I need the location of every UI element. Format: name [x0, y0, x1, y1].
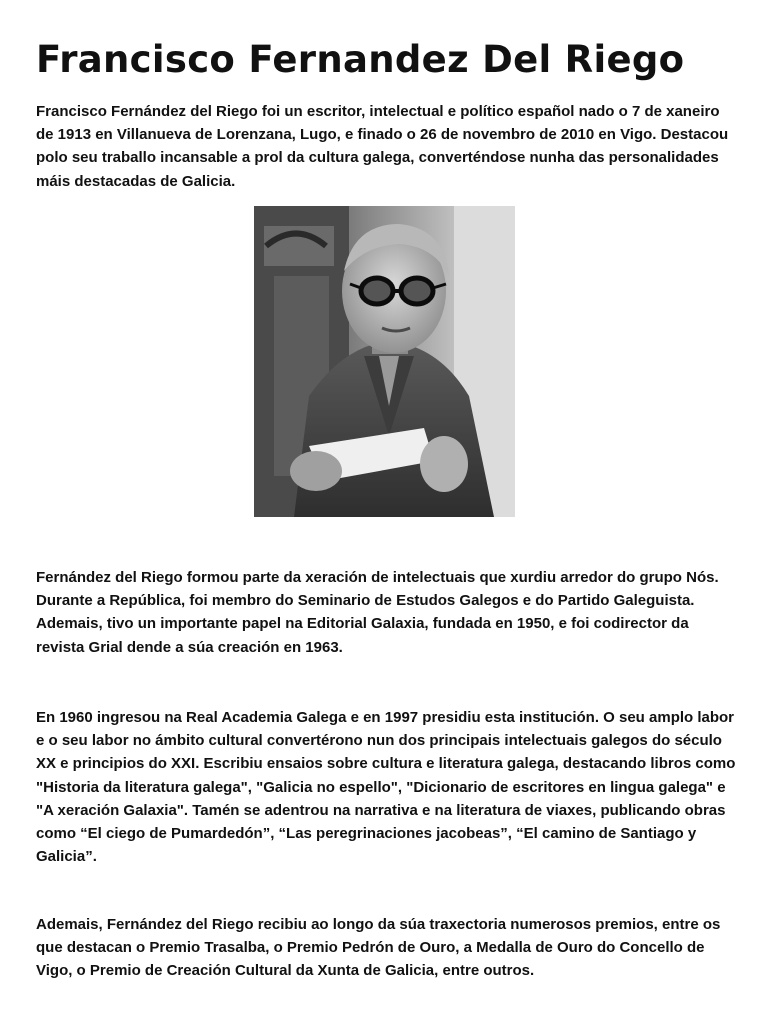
page-title: Francisco Fernandez Del Riego	[36, 38, 685, 81]
body-paragraph: En 1960 ingresou na Real Academia Galega e en 1997 presidiu esta institución. O seu amplo labor e o seu labor no ámbito cultural convertérono nun dos principais intelectuais galegos do século XX e principios do XXI. Escribiu ensaios sobre cultura e literatura galega, destacando libros como "Historia da literatura galega", "Galicia no espello", "Dicionario de escritores en lingua galega" e "A xeración Galaxia". Tamén se adentrou na narrativa e na literatura de viaxes, publicando obras como “El ciego de Pumardedón”, “Las peregrinaciones jacobeas”, “El camino de Santiago y Galicia”.	[36, 709, 736, 866]
body-paragraph: Fernández del Riego formou parte da xeración de intelectuais que xurdiu arredor do grupo Nós. Durante a República, foi membro do Seminario de Estudos Galegos e do Partido Galeguista. Ademais, tivo un importante papel na Editorial Galaxia, fundada en 1950, e foi codirector da revista Grial dende a súa creación en 1963.	[36, 569, 719, 656]
portrait-photo	[254, 206, 515, 517]
body-paragraph: Ademais, Fernández del Riego recibiu ao longo da súa traxectoria numerosos premios, entre os que destacan o Premio Trasalba, o Premio Pedrón de Ouro, a Medalla de Ouro do Concello de Vigo, o Premio de Creación Cultural da Xunta de Galicia, entre outros.	[36, 916, 721, 980]
intro-paragraph: Francisco Fernández del Riego foi un escritor, intelectual e político español nado o 7 de xaneiro de 1913 en Villanueva de Lorenzana, Lugo, e finado o 26 de novembro de 2010 en Vigo. Destacou polo seu traballo incansable a prol da cultura galega, converténdose nunha das personalidades máis destacadas de Galicia.	[36, 103, 729, 190]
